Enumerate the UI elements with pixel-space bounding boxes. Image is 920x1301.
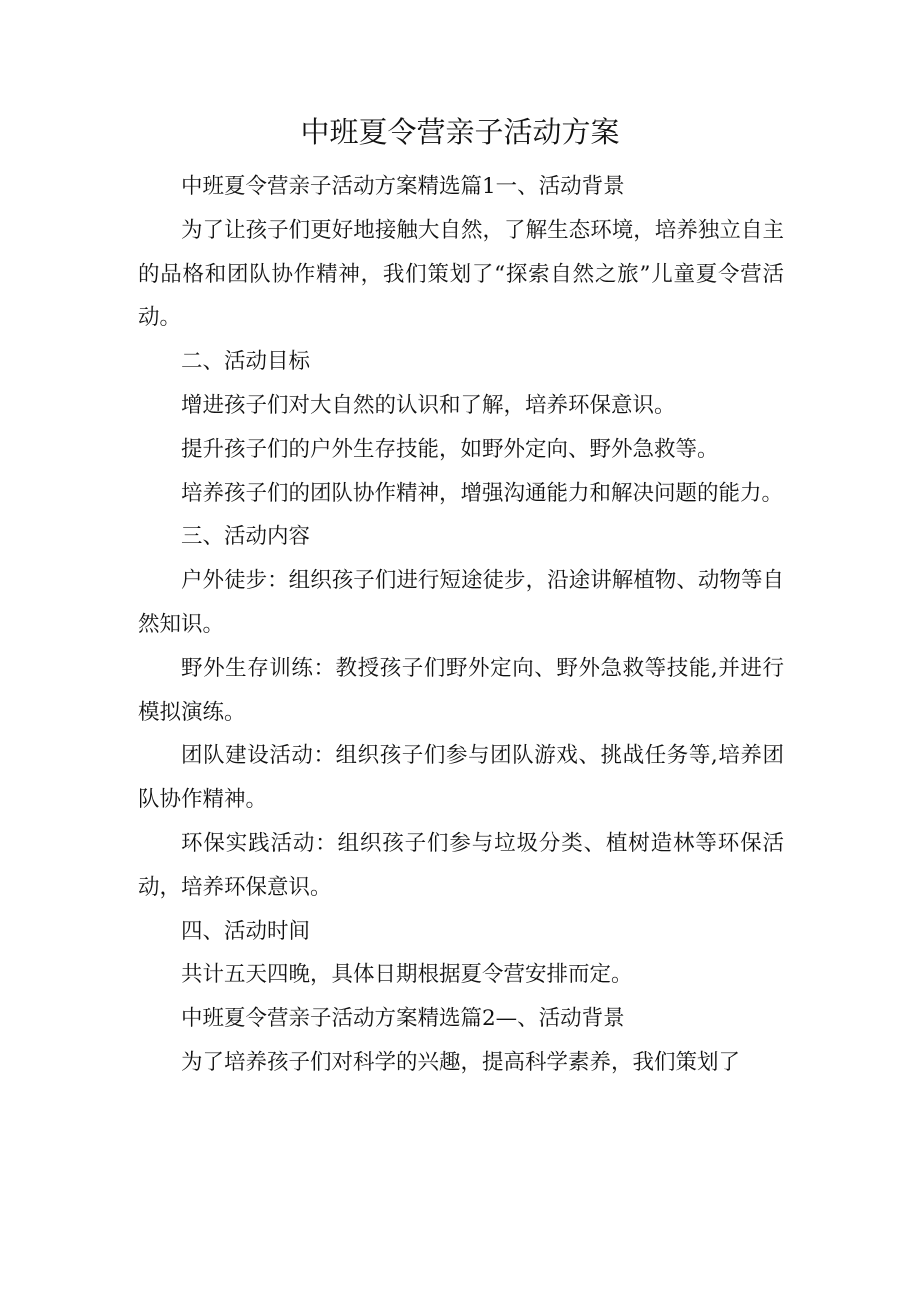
document-body [138,165,784,1085]
paragraph-section-2-heading: 中班夏令营亲子活动方案精选篇2—、活动背景 [181,1006,625,1032]
paragraph-section-1-heading: 中班夏令营亲子活动方案精选篇1一、活动背景 [181,174,625,199]
paragraph-background: 为了让孩子们更好地接触大自然，了解生态环境，培养独立自主的品格和团队协作精神，我们策划了“探索自然之旅”儿童夏令营活动。 [138,217,784,331]
paragraph-goal-3: 培养孩子们的团队协作精神，增强沟通能力和解决问题的能力。 [181,480,784,506]
paragraph-content-environment: 环保实践活动：组织孩子们参与垃圾分类、植树造林等环保活动，培养环保意识。 [138,830,784,900]
paragraph-content-hiking: 户外徒步：组织孩子们进行短途徒步，沿途讲解植物、动物等自然知识。 [138,568,784,637]
paragraph-content-teamwork: 团队建设活动：组织孩子们参与团队游戏、挑战任务等,培养团队协作精神。 [138,743,784,813]
paragraph-goal-2: 提升孩子们的户外生存技能，如野外定向、野外急救等。 [181,436,719,462]
paragraph-section-2-background: 为了培养孩子们对科学的兴趣，提高科学素养，我们策划了 [181,1049,741,1075]
paragraph-time-heading: 四、活动时间 [181,918,311,944]
paragraph-goals-heading: 二、活动目标 [181,349,311,375]
paragraph-time-detail: 共计五天四晚，具体日期根据夏令营安排而定。 [181,962,633,988]
paragraph-content-survival: 野外生存训练：教授孩子们野外定向、野外急救等技能,并进行模拟演练。 [138,655,784,725]
document-title: 中班夏令营亲子活动方案 [300,115,620,149]
paragraph-goal-1: 增进孩子们对大自然的认识和了解，培养环保意识。 [181,392,676,418]
paragraph-content-heading: 三、活动内容 [181,524,311,550]
